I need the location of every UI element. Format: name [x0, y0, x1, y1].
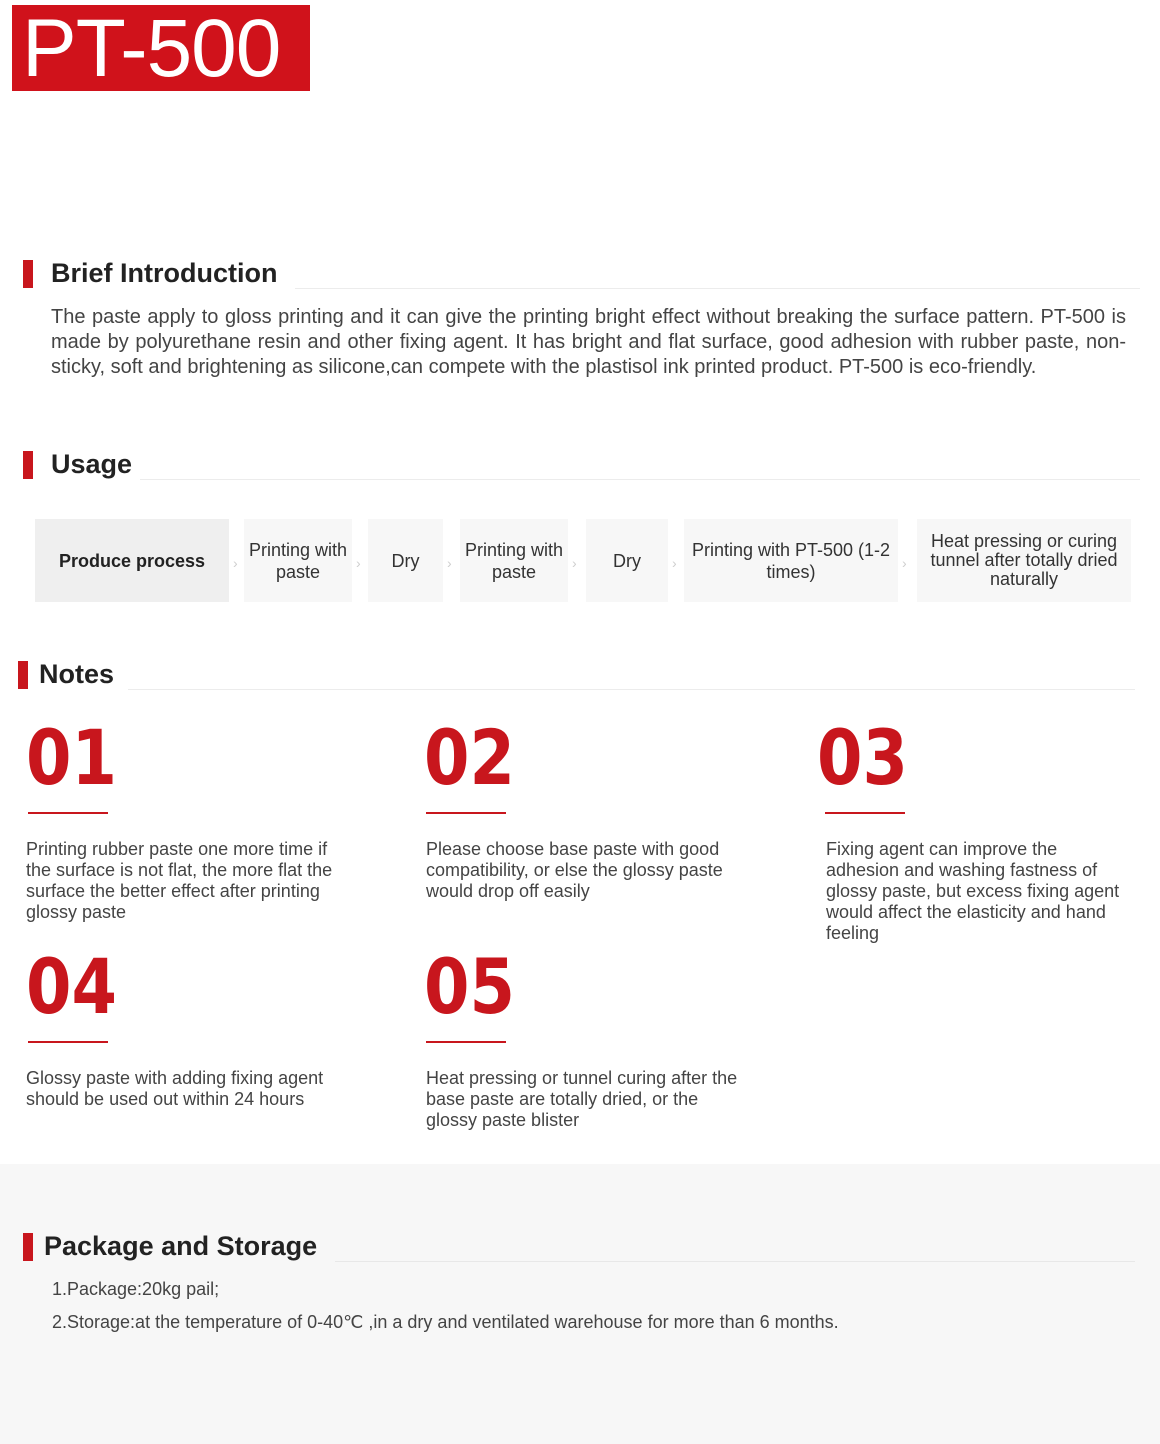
process-step-dry: Dry — [368, 519, 443, 602]
section-divider — [335, 1261, 1135, 1262]
note-number: 03 — [817, 713, 908, 802]
intro-heading: Brief Introduction — [51, 258, 278, 288]
note-underline — [426, 1041, 506, 1043]
chevron-right-icon: › — [902, 555, 907, 571]
section-marker — [23, 260, 33, 288]
storage-section — [0, 1164, 1160, 1444]
process-step-printing: Printing with paste — [244, 519, 352, 602]
note-underline — [28, 1041, 108, 1043]
chevron-right-icon: › — [672, 555, 677, 571]
note-number: 01 — [26, 713, 117, 802]
note-text: Heat pressing or tunnel curing after the base paste are totally dried, or the glossy paste blister — [426, 1068, 738, 1130]
note-number: 05 — [424, 942, 515, 1031]
section-marker — [18, 661, 28, 689]
intro-text: The paste apply to gloss printing and it can give the printing bright effect without breaking the surface pattern. PT-500 is made by polyurethane resin and other fixing agent. It has bright and flat surface, good adhesion with rubber paste, non-sticky, soft and brightening as silicone,can compete with the plastisol ink printed product. PT-500 is eco-friendly. — [51, 306, 1126, 378]
note-text: Fixing agent can improve the adhesion and washing fastness of glossy paste, but excess fixing agent would affect the elasticity and hand feeling — [826, 839, 1120, 943]
note-text: Please choose base paste with good compatibility, or else the glossy paste would drop off easily — [426, 839, 723, 901]
process-step-curing: Heat pressing or curing tunnel after totally dried naturally — [917, 519, 1131, 602]
product-title-badge — [12, 3, 310, 94]
section-divider — [295, 288, 1140, 289]
notes-heading: Notes — [39, 659, 115, 689]
section-divider — [140, 479, 1140, 480]
section-marker — [23, 1233, 33, 1261]
process-step-produce: Produce process — [35, 519, 229, 602]
note-number: 02 — [424, 713, 515, 802]
chevron-right-icon: › — [356, 555, 361, 571]
section-divider — [128, 689, 1135, 690]
usage-heading: Usage — [51, 449, 133, 479]
product-title: PT-500 — [22, 3, 281, 94]
note-number: 04 — [26, 942, 117, 1031]
section-marker — [23, 451, 33, 479]
chevron-right-icon: › — [233, 555, 238, 571]
chevron-right-icon: › — [572, 555, 577, 571]
storage-heading: Package and Storage — [44, 1231, 318, 1261]
note-text: Printing rubber paste one more time if the surface is not flat, the more flat the surface the better effect after printing glossy paste — [26, 839, 333, 922]
note-underline — [426, 812, 506, 814]
process-step-dry: Dry — [586, 519, 668, 602]
process-step-printing: Printing with paste — [460, 519, 568, 602]
process-step-pt500: Printing with PT-500 (1-2 times) — [684, 519, 898, 602]
note-underline — [28, 812, 108, 814]
note-underline — [825, 812, 905, 814]
package-line: 1.Package:20kg pail; — [52, 1279, 220, 1299]
note-text: Glossy paste with adding fixing agent should be used out within 24 hours — [26, 1068, 324, 1109]
chevron-right-icon: › — [447, 555, 452, 571]
storage-line: 2.Storage:at the temperature of 0-40℃ ,in a dry and ventilated warehouse for more than 6 months. — [52, 1312, 839, 1332]
